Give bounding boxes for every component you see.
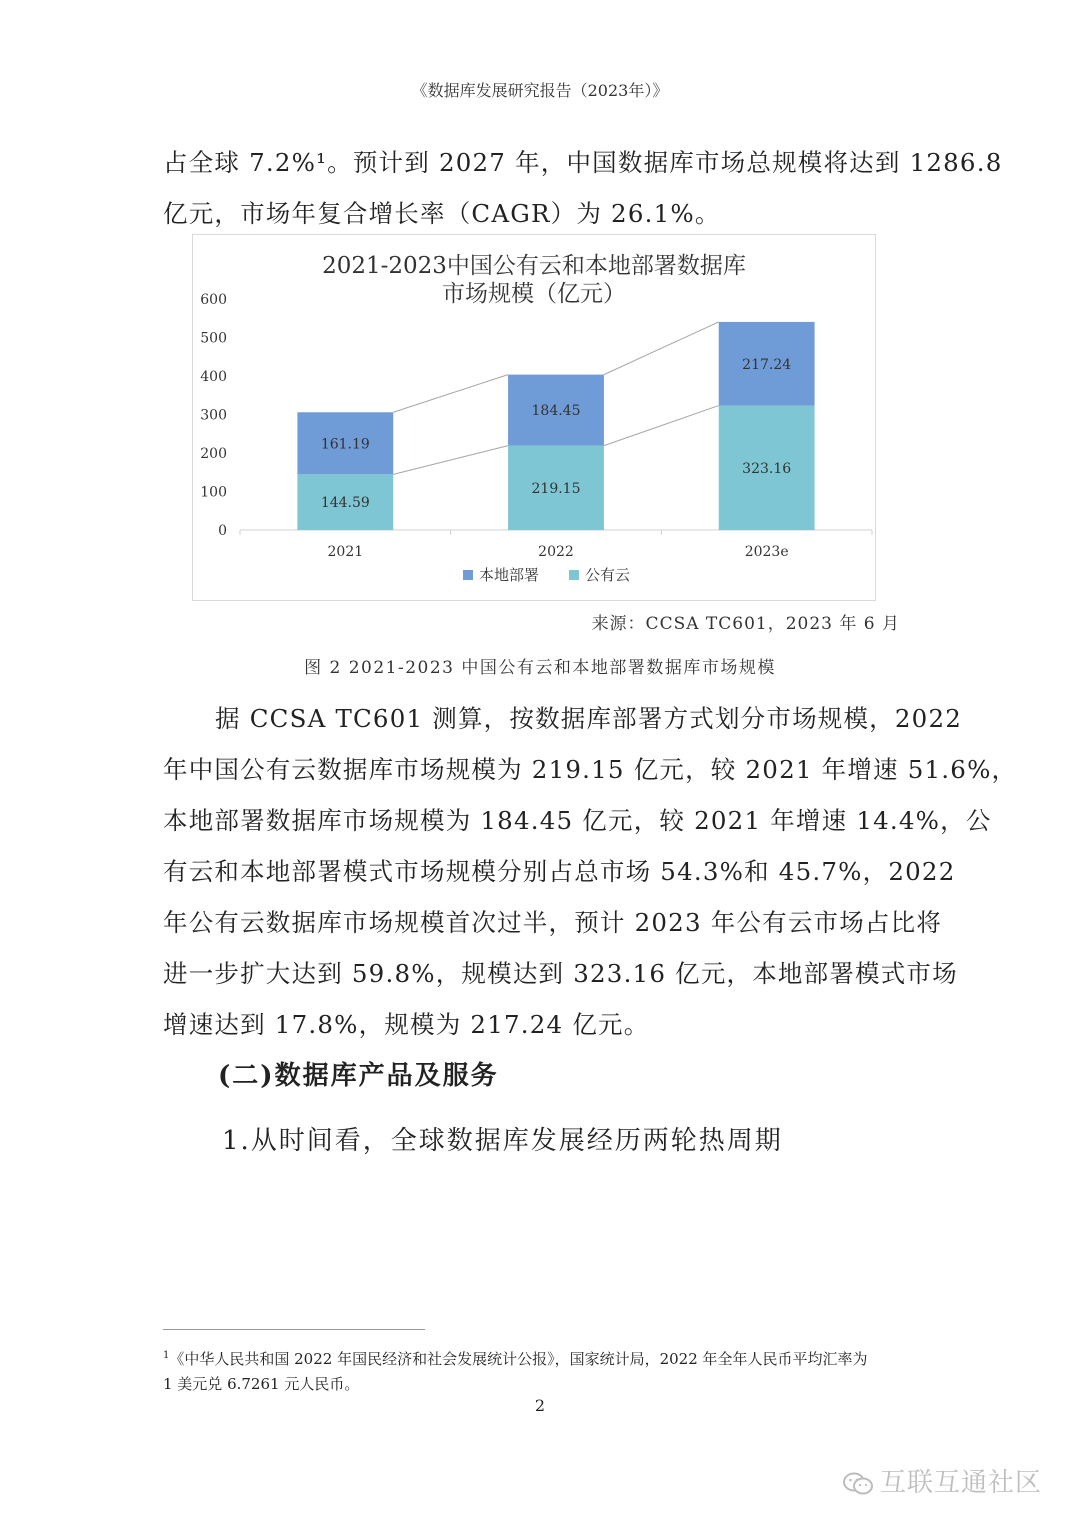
x-tick-label: 2022 — [538, 544, 574, 560]
wechat-icon — [842, 1471, 874, 1497]
legend-label: 本地部署 — [479, 566, 540, 584]
data-label: 323.16 — [742, 460, 792, 477]
paragraph-line: 据 CCSA TC601 测算，按数据库部署方式划分市场规模，2022 — [215, 704, 963, 733]
y-tick-label: 100 — [200, 484, 227, 501]
paragraph-line: 有云和本地部署模式市场规模分别占总市场 54.3%和 45.7%，2022 — [163, 857, 956, 886]
x-tick-label: 2023e — [744, 544, 789, 560]
chart-source: 来源：CCSA TC601，2023 年 6 月 — [591, 614, 900, 634]
legend-swatch — [463, 570, 473, 580]
y-tick-label: 500 — [200, 330, 227, 347]
paragraph-line: 增速达到 17.8%，规模为 217.24 亿元。 — [163, 1010, 650, 1039]
paragraph-line: 年公有云数据库市场规模首次过半，预计 2023 年公有云市场占比将 — [163, 908, 943, 937]
paragraph-line: 本地部署数据库市场规模为 184.45 亿元，较 2021 年增速 14.4%，公 — [163, 806, 992, 835]
paragraph-analysis — [163, 693, 1018, 1050]
page-number: 2 — [534, 1396, 546, 1415]
series-connector-line — [604, 406, 719, 446]
series-connector-line — [393, 375, 508, 413]
paragraph-intro — [163, 137, 1003, 239]
stacked-bar-chart — [193, 235, 875, 600]
data-label: 219.15 — [531, 480, 581, 497]
footnote-divider — [163, 1329, 425, 1330]
data-label: 184.45 — [531, 403, 581, 420]
y-tick-label: 200 — [200, 446, 227, 462]
series-connector-line — [393, 446, 508, 475]
paragraph-line: 占全球 7.2%¹。预计到 2027 年，中国数据库市场总规模将达到 1286.8 — [163, 148, 1003, 177]
paragraph-line: 进一步扩大达到 59.8%，规模达到 323.16 亿元，本地部署模式市场 — [163, 959, 958, 988]
paragraph-line: 亿元，市场年复合增长率（CAGR）为 26.1%。 — [163, 199, 721, 228]
watermark — [842, 1462, 1042, 1499]
chart-subtitle: 市场规模（亿元） — [442, 281, 626, 307]
footnote-line: 1 美元兑 6.7261 元人民币。 — [163, 1375, 360, 1393]
chart-container — [192, 234, 876, 601]
y-tick-label: 400 — [200, 369, 227, 385]
legend-label: 公有云 — [585, 566, 631, 584]
footnote-line: 《中华人民共和国 2022 年国民经济和社会发展统计公报》，国家统计局，2022 年全年人民币平均汇率为 — [169, 1350, 868, 1368]
y-tick-label: 300 — [200, 407, 227, 424]
subsection-heading: 1.从时间看，全球数据库发展经历两轮热周期 — [222, 1126, 783, 1156]
paragraph-line: 年中国公有云数据库市场规模为 219.15 亿元，较 2021 年增速 51.6%， — [163, 755, 1018, 784]
y-tick-label: 0 — [218, 523, 227, 539]
footnote-mark: 1 — [163, 1350, 170, 1361]
data-label: 161.19 — [320, 436, 370, 453]
footnote — [163, 1343, 923, 1397]
chart-title: 2021-2023中国公有云和本地部署数据库 — [322, 253, 746, 279]
data-label: 217.24 — [742, 356, 792, 373]
figure-caption: 图 2 2021-2023 中国公有云和本地部署数据库市场规模 — [304, 658, 776, 678]
y-tick-label: 600 — [200, 292, 227, 308]
data-label: 144.59 — [320, 495, 370, 512]
series-connector-line — [604, 322, 719, 375]
watermark-text: 互联互通社区 — [880, 1468, 1043, 1498]
legend-swatch — [569, 570, 579, 580]
page-header: 《数据库发展研究报告（2023年）》 — [411, 81, 669, 100]
section-heading: (二)数据库产品及服务 — [218, 1061, 499, 1091]
x-tick-label: 2021 — [327, 544, 364, 560]
